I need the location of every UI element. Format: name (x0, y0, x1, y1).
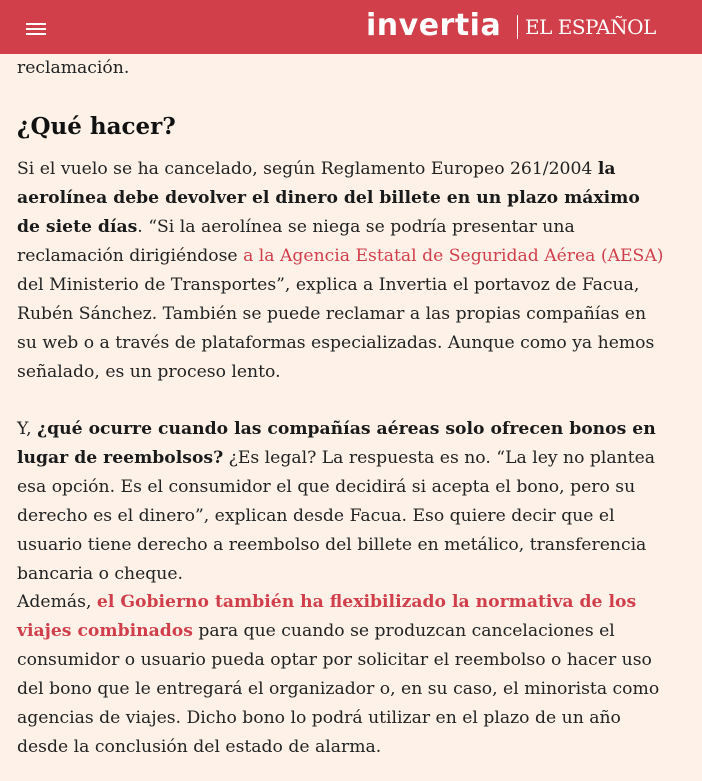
p1-bold-1: la aerolínea debe devolver el dinero del billete en un plazo máximo de siete días (17, 159, 640, 237)
hamburger-menu-icon[interactable] (26, 21, 46, 37)
p2-bold-1: ¿qué ocurre cuando las compañías aéreas solo ofrecen bonos en lugar de reembolsos? (17, 419, 656, 468)
aesa-link[interactable]: a la Agencia Estatal de Seguridad Aérea (AESA) (243, 246, 664, 266)
top-bar (0, 0, 702, 54)
p1-text-1: Si el vuelo se ha cancelado, según Reglamento Europeo 261/2004 (17, 159, 598, 179)
el-espanol-logo[interactable]: EL ESPAÑOL (525, 15, 656, 39)
p1-text-3: del Ministerio de Transportes”, explica a Invertia el portavoz de Facua, Rubén Sánchez. También se puede reclamar a las propias compañías en su web o a través de plataformas especializadas. Aunque como ya hemos señalado, es un proceso lento. (17, 275, 655, 382)
p2-text-1: Y, (17, 419, 38, 439)
paragraph-2 (17, 415, 667, 589)
section-heading: ¿Qué hacer? (17, 113, 176, 140)
p3-text-1: Además, (17, 592, 97, 612)
p2-text-2: ¿Es legal? La respuesta es no. “La ley no plantea esa opción. Es el consumidor el que decidirá si acepta el bono, pero su derecho es el dinero”, explican desde Facua. Eso quiere decir que el usuario tiene derecho a reembolso del billete en metálico, transferencia bancaria o cheque. (17, 448, 656, 584)
invertia-logo[interactable]: invertia (366, 8, 502, 43)
paragraph-3 (17, 588, 667, 762)
p1-text-2: . “Si la aerolínea se niega se podría presentar una reclamación dirigiéndose (17, 217, 575, 266)
previous-paragraph-fragment: reclamación. (17, 58, 130, 78)
p3-text-2: para que cuando se produzcan cancelaciones el consumidor o usuario pueda optar por solicitar el reembolso o hacer uso del bono que le entregará el organizador o, en su caso, el minorista como agencias de viajes. Dicho bono lo podrá utilizar en el plazo de un año desde la conclusión del estado de alarma. (17, 621, 660, 757)
viajes-combinados-link[interactable]: el Gobierno también ha flexibilizado la normativa de los viajes combinados (17, 592, 637, 641)
logo-separator (517, 15, 518, 39)
paragraph-1 (17, 155, 667, 387)
